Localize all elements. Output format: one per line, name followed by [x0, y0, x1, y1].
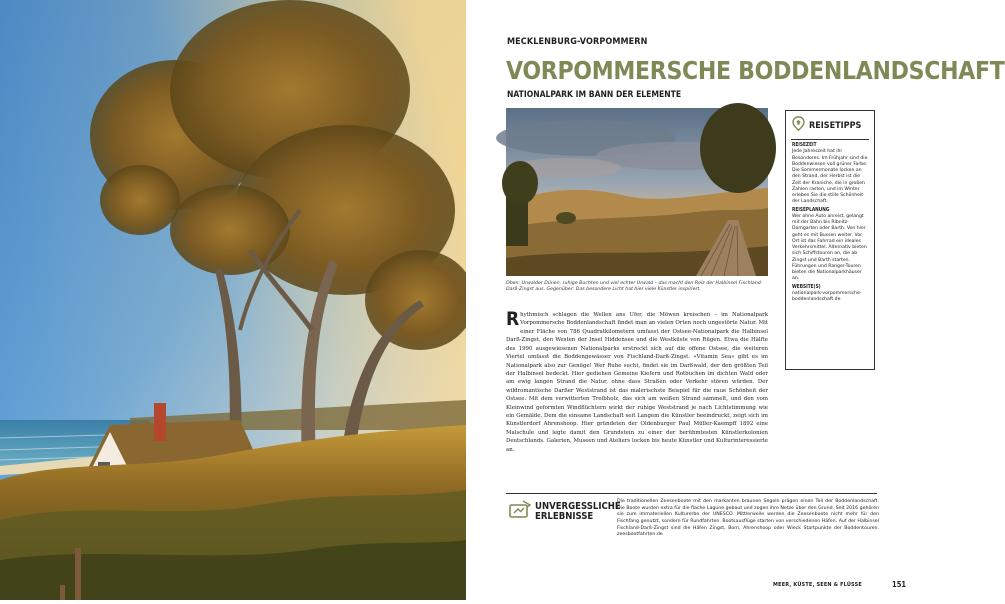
- tip-text-planning: Wer ohne Auto anreist, gelangt mit der Bahn bis Ribnitz-Damgarten oder Barth. Von hier geht es mit Bussen weiter. Vor Ort ist das Fahrrad ein ideales Verkehrsmittel. Alternativ bieten sich Schiffstouren an, die ab Zingst und Barth starten. Führungen und Ranger-Touren bieten die Nationalparkhäuser an.: [792, 213, 867, 282]
- drop-cap: R: [506, 308, 520, 330]
- right-page: [466, 0, 1005, 600]
- running-head: MEER, KÜSTE, SEEN & FLÜSSE: [773, 582, 862, 588]
- page-title: VORPOMMERSCHE BODDENLANDSCHAFT: [506, 56, 1005, 85]
- tip-label-planning: REISEPLANUNG: [792, 207, 830, 213]
- tip-label-season: REISEZEIT: [792, 143, 817, 148]
- map-pin-icon: [792, 116, 805, 135]
- photo-caption: Oben: Urwalder Dünen, ruhige Buchten und viel echter Urwald – das macht den Reiz der Halbinsel Fischland-Darß-Zingst aus. Gegenüber: Das besondere Licht hat hier viele Künstler inspiriert.: [506, 281, 763, 293]
- travel-tips-header: [786, 111, 874, 139]
- coastal-landscape-photo: [0, 0, 466, 600]
- article-body: [506, 308, 768, 454]
- travel-tips-content: [786, 140, 874, 303]
- region-label: MECKLENBURG-VORPOMMERN: [507, 37, 648, 47]
- highlight-title-line1: UNVERGESSLICHE: [535, 501, 621, 512]
- tip-label-websites: WEBSITE(S): [792, 284, 821, 290]
- left-page-photo: [0, 0, 466, 600]
- highlight-title: [535, 502, 620, 522]
- page-subtitle: NATIONALPARK IM BANN DER ELEMENTE: [507, 90, 682, 100]
- highlight-divider: [506, 493, 877, 494]
- ticket-icon: [509, 500, 531, 524]
- tip-text-season: Jede Jahreszeit hat ihr Besonderes. Im Frühjahr sind die Boddenwiesen voll grüner Farbe. Die Sommermonate locken an den Strand, der Herbst ist die Zeit der Kraniche, die in großen Zahlen rasten, und im Winter erleben Sie die stille Schönheit der Landschaft.: [792, 149, 868, 205]
- article-text: hythmisch schlagen die Wellen ans Ufer, die Möwen kreischen – im Nationalpark Vorpommersche Boddenlandschaft findet man an vielen Orten noch ungestörte Natur. Mit einer Fläche von 786 Quadratkilometern umfasst der Ostsee-Nationalpark die Halbinsel Darß-Zingst, den Westen der Insel Hiddensee und die Westküste von Rügen. Etwa die Hälfte des 1990 ausgewiesenen Nationalparks erstreckt sich auf die offene Ostsee, die weiteren Viertel umfasst die Boddengewässer von Fischland-Darß-Zingst. »Vitamin Sea« gibt es im Nationalpark also zur Genüge! Wer Ruhe sucht, findet sie im Darßwald, der den größten Teil der Halbinsel bedeckt. Hier gediehen Gemeine Kiefern und Rotbuchen im dichten Wald oder am ewig langen Strand die Natur, ohne dass Straßen oder Verkehr stören würden. Der wildromantische Darßer Weststrand ist das malerischste Beispiel für die raue Schönheit der Ostsee. Mit dem verwitterten Treibholz, das sich am weißen Strand sammelt, und den vom Kleinwind geformten Windflüchtern wirkt der ruhige Weststrand je nach Lichtstimmung wie ein Gemälde. Dem die einsame Landschaft seit Langem die Künstler beeindruckt, zeigt sich im Künstlerdorf Ahrenshoop. Hier gründeten der Oldenburger Paul Müller-Kaempff 1892 eine Malschule und legte damit den Grundstein zu einer der berühmtesten Künstlerkolonien Deutschlands. Galerien, Museen und Ateliers locken bis heute Künstler und Kulturinteressierte an.: [506, 312, 768, 453]
- highlight-title-line2: ERLEBNISSE: [535, 511, 594, 522]
- tip-website-link[interactable]: nationalpark-vorpommersche-boddenlandschaft.de: [792, 290, 862, 302]
- travel-tips-title: REISETIPPS: [809, 120, 862, 131]
- travel-tips-box: [785, 110, 875, 370]
- highlight-text: Die traditionellen Zeesenboote mit den markanten braunen Segeln prägen einen Teil der Boddenlandschaft. Die Boote wurden extra für die flache Lagune gebaut und zogen ihre Netze über den Grund. Seit 2016 gehören sie zum immateriellen Kulturerbe der UNESCO. Mittlerweile werden die Zeesenboote nicht mehr für den Fischfang genutzt, sondern für Rundfahrten. Bootsausflüge starten von verschiedenen Häfen. Auf der Halbinsel Fischland-Darß-Zingst sind die Häfen Zingst, Born, Ahrenshoop oder Wieck Startpunkte der Boddentouren. zeesbootfahrten.de: [617, 499, 879, 538]
- page-number: 151: [892, 580, 907, 589]
- dune-landscape-photo: [506, 108, 768, 276]
